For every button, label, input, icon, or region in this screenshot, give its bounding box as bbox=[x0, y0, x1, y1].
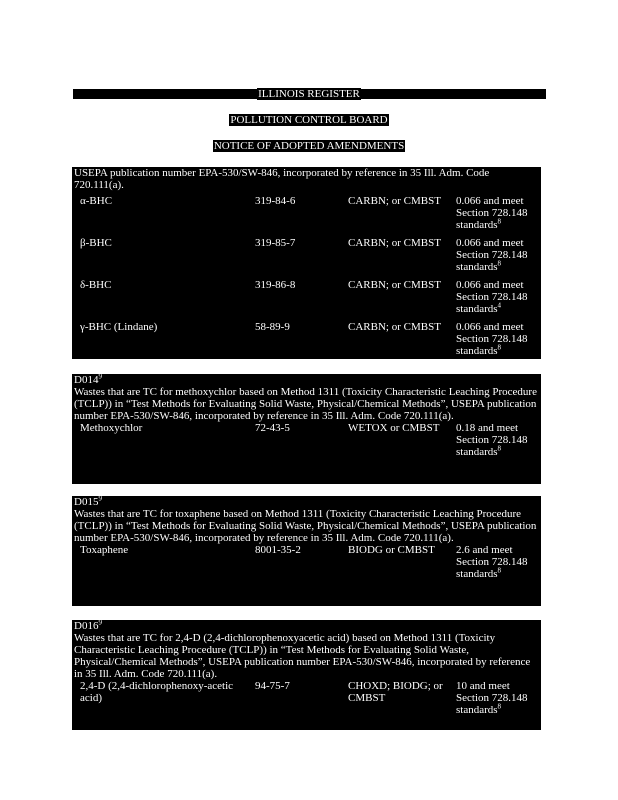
standard: 0.066 and meet Section 728.148 standards$^8$ bbox=[456, 195, 528, 231]
register-title: ILLINOIS REGISTER bbox=[258, 88, 360, 100]
standard: 0.18 and meet Section 728.148 standards$^8$ bbox=[456, 422, 528, 458]
cas-number: 72-43-5 bbox=[255, 422, 290, 434]
table-row bbox=[72, 422, 541, 462]
table-row bbox=[72, 544, 541, 584]
notice-title: NOTICE OF ADOPTED AMENDMENTS bbox=[213, 140, 405, 152]
technology: CARBN; or CMBST bbox=[348, 195, 441, 207]
table-row bbox=[72, 195, 541, 237]
block1-intro: USEPA publication number EPA-530/SW-846, incorporated by reference in 35 Ill. Adm. Code 720.111(a). bbox=[74, 167, 490, 191]
cas-number: 8001-35-2 bbox=[255, 544, 301, 556]
board-title: POLLUTION CONTROL BOARD bbox=[230, 114, 388, 126]
standard: 0.066 and meet Section 728.148 standards$^4$ bbox=[456, 279, 528, 315]
waste-description: Wastes that are TC for methoxychlor based on Method 1311 (Toxicity Characteristic Leaching Procedure (TCLP)) in “Test Methods for Evaluating Solid Waste, Physical/Chemical Methods”, USEPA publication number EPA-530/SW-846, incorporated by reference in 35 Ill. Adm. Code 720.111(a). bbox=[74, 386, 537, 422]
constituent-name: β-BHC bbox=[80, 237, 112, 249]
constituent-name: 2,4-D (2,4-dichlorophenoxy-acetic acid) bbox=[80, 680, 234, 704]
constituent-name: γ-BHC (Lindane) bbox=[80, 321, 158, 333]
constituent-name: δ-BHC bbox=[80, 279, 112, 291]
table-row bbox=[72, 321, 541, 363]
technology: WETOX or CMBST bbox=[348, 422, 440, 434]
d014-section bbox=[72, 374, 541, 484]
standard: 2.6 and meet Section 728.148 standards$^8$ bbox=[456, 544, 528, 580]
constituent-name: Methoxychlor bbox=[80, 422, 143, 434]
waste-code: $D014^9$ bbox=[74, 372, 102, 386]
cas-number: 94-75-7 bbox=[255, 680, 290, 692]
table-row bbox=[72, 680, 541, 720]
constituent-name: Toxaphene bbox=[80, 544, 129, 556]
standard: 10 and meet Section 728.148 standards$^8$ bbox=[456, 680, 528, 716]
waste-code: $D016^9$ bbox=[74, 618, 102, 632]
cas-number: 319-85-7 bbox=[255, 237, 296, 249]
constituent-name: α-BHC bbox=[80, 195, 113, 207]
cas-number: 58-89-9 bbox=[255, 321, 290, 333]
bhc-table bbox=[72, 167, 541, 359]
technology: BIODG or CMBST bbox=[348, 544, 435, 556]
technology: CARBN; or CMBST bbox=[348, 321, 441, 333]
technology: CHOXD; BIODG; or CMBST bbox=[348, 680, 443, 704]
table-row bbox=[72, 279, 541, 321]
standard: 0.066 and meet Section 728.148 standards$^8$ bbox=[456, 321, 528, 357]
table-row bbox=[72, 237, 541, 279]
technology: CARBN; or CMBST bbox=[348, 279, 441, 291]
waste-code: $D015^9$ bbox=[74, 494, 102, 508]
cas-number: 319-84-6 bbox=[255, 195, 296, 207]
cas-number: 319-86-8 bbox=[255, 279, 296, 291]
waste-description: Wastes that are TC for 2,4-D (2,4-dichlorophenoxyacetic acid) based on Method 1311 (Toxicity Characteristic Leaching Procedure (TCLP)) in “Test Methods for Evaluating Solid Waste, Physical/Chemical Methods”, USEPA publication number EPA-530/SW-846, incorporated by reference in 35 Ill. Adm. Code 720.111(a). bbox=[74, 632, 531, 680]
standard: 0.066 and meet Section 728.148 standards$^8$ bbox=[456, 237, 528, 273]
waste-description: Wastes that are TC for toxaphene based on Method 1311 (Toxicity Characteristic Leaching Procedure (TCLP)) in “Test Methods for Evaluating Solid Waste, Physical/Chemical Methods”, USEPA publication number EPA-530/SW-846, incorporated by reference in 35 Ill. Adm. Code 720.111(a). bbox=[74, 508, 537, 544]
d015-section bbox=[72, 496, 541, 606]
technology: CARBN; or CMBST bbox=[348, 237, 441, 249]
d016-section bbox=[72, 620, 541, 730]
